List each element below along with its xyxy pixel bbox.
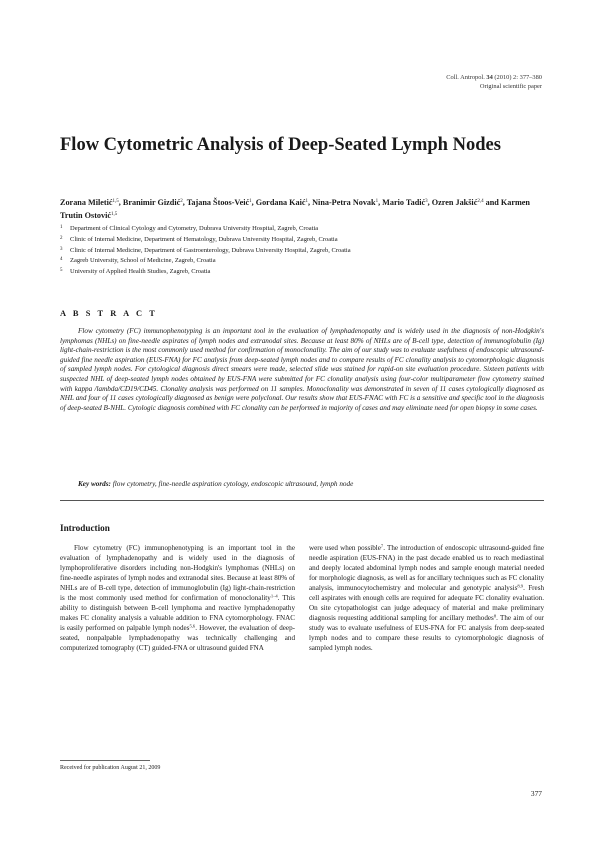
citation-ref: 7 — [380, 543, 384, 549]
affiliation-item — [60, 256, 540, 267]
affiliation-item — [60, 246, 540, 257]
journal-header — [282, 74, 542, 92]
author-affiliation-marker: 1 — [249, 199, 252, 204]
author-name: Karmen Trutin Ostović — [60, 198, 530, 220]
author-affiliation-marker: 1,5 — [112, 199, 119, 204]
journal-issue-pages: (2010) 2: 377–380 — [494, 74, 542, 81]
section-divider — [60, 500, 544, 501]
body-text-run: were used when possible — [309, 544, 381, 552]
affiliation-item — [60, 224, 540, 235]
journal-volume: 34 — [486, 74, 493, 81]
affiliation-number: 3 — [60, 246, 63, 252]
affiliation-item — [60, 267, 540, 278]
keywords-label: Key words — [78, 480, 109, 488]
introduction-right-column — [309, 543, 544, 654]
affiliation-list — [60, 224, 540, 278]
affiliation-number: 2 — [60, 235, 63, 241]
affiliation-number: 4 — [60, 257, 63, 263]
author-separator: , — [118, 198, 123, 207]
affiliation-number: 5 — [60, 268, 63, 274]
author-name: Zorana Miletić — [60, 198, 113, 207]
keywords: Key words: flow cytometry, fine-needle aspiration cytology, endoscopic ultrasound, lymph node — [78, 480, 354, 488]
author-affiliation-marker: 1 — [375, 199, 379, 204]
affiliation-text: Clinic of Internal Medicine, Department of Hematology, Dubrava University Hospital, Zagreb, Croatia — [70, 235, 338, 243]
author-affiliation-marker: 1,5 — [111, 211, 118, 217]
body-text-run: . The introduction of endoscopic ultrasound-guided fine needle aspiration (EUS-FNA) in the past decade enabled us to reach mediastinal and deeply located abdominal lymph nodes and sample enough material needed for morphologic diagnosis, as well as for ancillary techniques such as FC clonality analysis, immunocytochemistry and molecular and genotypic analysis — [309, 544, 544, 593]
citation-ref: 5,6 — [189, 623, 196, 629]
affiliation-text: Clinic of Internal Medicine, Department of Gastroenterology, Dubrava University Hospital, Zagreb, Croatia — [70, 246, 351, 254]
affiliation-number: 1 — [60, 225, 63, 230]
author-affiliation-marker: 1 — [305, 199, 309, 204]
author-affiliation-marker: 2 — [180, 199, 183, 204]
author-separator: , — [251, 198, 256, 207]
author-name: Tajana Štoos-Veić — [186, 198, 250, 207]
abstract-heading: A B S T R A C T — [60, 309, 158, 318]
author-name: Ozren Jakšić — [431, 198, 478, 207]
affiliation-item — [60, 235, 540, 246]
footnote-divider — [60, 760, 150, 761]
body-text-run: Flow cytometry (FC) immunophenotyping is an important tool in the evaluation of lymphadenopathy and is widely used in the diagnosis of lymphoproliferative disorders including non-Hodgkin's lymphomas (NHLs) on fine-needle aspirates of lymph nodes and extranodal sites. Because at least 80% of NHLs are of B-cell type, detection of immunoglobulin (Ig) light-chain-restriction is the most commonly used method for confirmation of monoclonality — [60, 544, 295, 603]
keywords-text: flow cytometry, fine-needle aspiration cytology, endoscopic ultrasound, lymph node — [112, 480, 354, 488]
author-name: Nina-Petra Novak — [312, 198, 376, 207]
author-name: Mario Tadić — [382, 198, 426, 207]
paper-type: Original scientific paper — [479, 82, 542, 90]
affiliation-text: Zagreb University, School of Medicine, Zagreb, Croatia — [70, 257, 216, 265]
page-number: 377 — [530, 789, 542, 798]
author-affiliation-marker: 2,4 — [477, 199, 484, 204]
introduction-heading: Introduction — [60, 523, 110, 533]
author-separator: , — [378, 198, 383, 207]
introduction-left-column — [60, 543, 295, 654]
author-name: Gordana Kaić — [255, 198, 306, 207]
citation-ref: 1–4 — [270, 593, 278, 599]
paper-title: Flow Cytometric Analysis of Deep-Seated Lymph Nodes — [60, 135, 501, 155]
body-text-run: . Fresh cell aspirates with enough cells are required for adequate FC clonality evaluation. On site cytopathologist can judge adequacy of material and make preliminary diagnosis requesting additional sampling for ancillary methodes — [309, 584, 544, 623]
body-text-run: . This ability to distinguish between B-cell lymphoma and reactive lymphadenopathy makes FC clonality analysis a valuable addition to FNA cytomorphology. FNAC is easily performed on palpable lymph nodes — [60, 594, 295, 633]
affiliation-text: University of Applied Health Studies, Zagreb, Croatia — [70, 268, 211, 276]
author-list — [60, 197, 540, 223]
author-separator: , — [182, 198, 187, 207]
author-name: Branimir Gizdić — [122, 198, 181, 207]
body-text-run: . The aim of our study was to evaluate usefulness of EUS-FNA for FC analysis from deep-seated lymph nodes and to compare these results to cytomorphologic diagnosis of sampled lymph nodes. — [309, 614, 544, 653]
affiliation-text: Department of Clinical Cytology and Cytometry, Dubrava University Hospital, Zagreb, Croatia — [70, 225, 319, 232]
received-date-footnote: Received for publication August 21, 2009 — [60, 765, 161, 771]
journal-citation — [282, 74, 542, 83]
author-separator: , — [427, 198, 432, 207]
body-text-run: . However, the evaluation of deep-seated, nonpalpable lymphadenopathy was technically challenging and computerized tomography (CT) guided-FNA or ultrasound guided FNA — [60, 624, 295, 653]
abstract-text: Flow cytometry (FC) immunophenotyping is an important tool in the evaluation of lymphadenopathy and is widely used in the diagnosis of non-Hodgkin's lymphomas (NHLs) on fine-needle aspirates of lymph nodes and extranodal sites. Because at least 80% of NHLs are of B-cell type, detection of immunoglobulin (Ig) light-chain-restriction is the most commonly used method for confirmation of monoclonality. The aim of our study was to evaluate usefulness of endoscopic ultrasound-guided fine needle aspiration (EUS-FNA) for FC analysis from deep-seated lymph nodes and to compare results of FC clonality analysis to cytomorphologic diagnosis of sampled lymph nodes. For cytological diagnosis direct smears were made, selected slide was stained for rapid-on site evaluation procedure. Sixteen patients with suspected NHL of deep-seated lymph nodes obtained by EUS-FNA were submitted for FC clonality analysis using four-color multiparameter flow cytometry stained with kappa /lambda/CD19/CD45. Clonality analysis was performed on 11 samples. Monoclonality was demonstrated in seven of 11 cases cytologically diagnosed as NHL and four of 11 cases cytologically diagnosed as benign were polyclonal. Our results show that EUS-FNAC with FC is a sensitive and specific tool in the diagnosis of deep-seated B-NHL. Cytologic diagnosis combined with FC clonality can be performed in majority of cases and may eliminate need for open biopsy in some cases. — [60, 327, 544, 412]
citation-ref: 8 — [493, 613, 497, 619]
author-separator: and — [483, 198, 501, 207]
citation-ref: 8,9 — [517, 583, 524, 589]
author-affiliation-marker: 3 — [425, 199, 428, 204]
journal-name: Coll. Antropol. — [446, 74, 485, 81]
author-separator: , — [308, 198, 313, 207]
